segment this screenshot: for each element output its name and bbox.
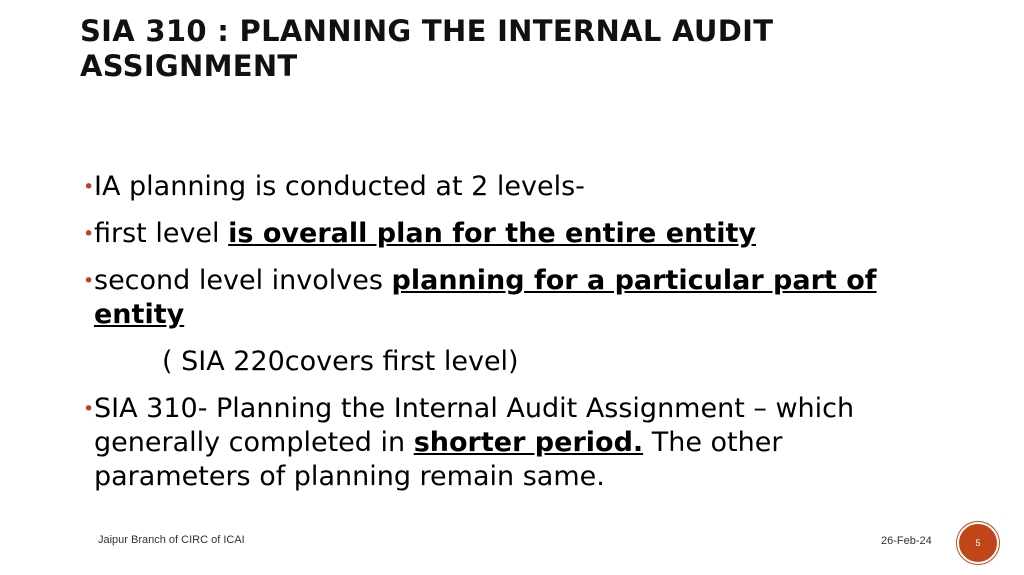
bullet-icon: • — [83, 223, 95, 245]
bullet-item — [84, 264, 904, 332]
bullet-emphasis: is overall plan for the entire entity — [228, 218, 756, 249]
footer-date: 26-Feb-24 — [881, 535, 932, 547]
bullet-emphasis: shorter period. — [413, 427, 644, 458]
bullet-icon: • — [83, 398, 95, 420]
footer-organization: Jaipur Branch of CIRC of ICAI — [98, 534, 245, 546]
slide-body — [84, 170, 904, 507]
bullet-icon: • — [83, 270, 95, 292]
bullet-item — [84, 392, 904, 494]
bullet-text: first level — [94, 218, 229, 249]
indented-note — [84, 345, 904, 379]
note-text: ( SIA 220covers first level) — [162, 346, 519, 377]
bullet-item — [84, 170, 904, 204]
slide-title: SIA 310 : PLANNING THE INTERNAL AUDIT ASSIGNMENT — [80, 14, 774, 83]
bullet-item — [84, 217, 904, 251]
bullet-text: SIA 310- Planning the Internal Audit Assignment – which generally completed in — [94, 393, 855, 458]
bullet-text: second level involves — [94, 265, 392, 296]
page-number-badge — [957, 522, 999, 564]
bullet-icon: • — [83, 176, 95, 198]
bullet-text-suffix: The other parameters of planning remain same. — [94, 427, 783, 492]
bullet-emphasis: planning for a particular part of entity — [94, 265, 877, 330]
bullet-text: IA planning is conducted at 2 levels- — [94, 171, 585, 202]
page-number: 5 — [975, 538, 981, 548]
